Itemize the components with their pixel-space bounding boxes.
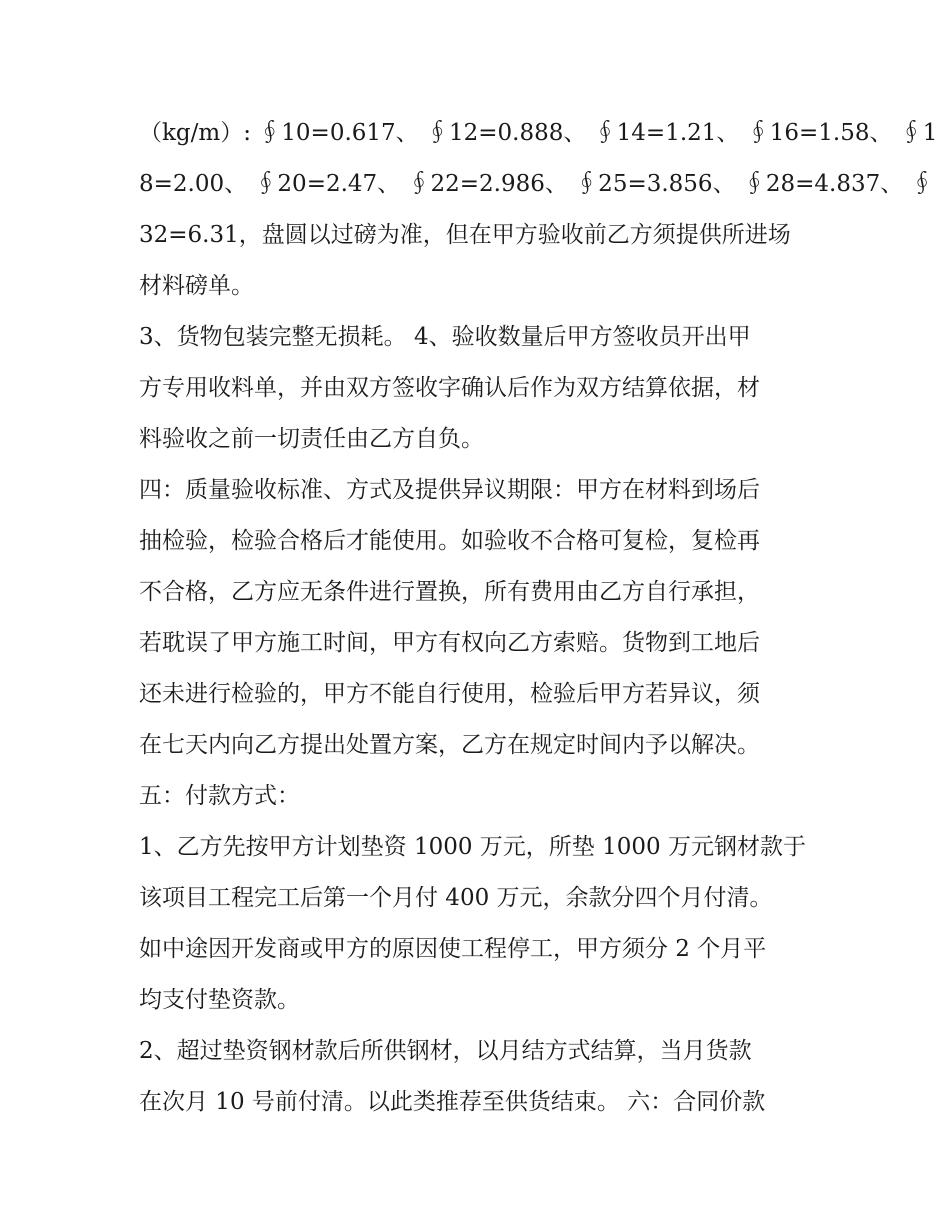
text-line-4: 材料磅单。 [139, 273, 254, 299]
text-line-19: 2、超过垫资钢材款后所供钢材，以月结方式结算，当月货款 [139, 1038, 752, 1064]
text-line-8: 四：质量验收标准、方式及提供异议期限：甲方在材料到场后 [139, 477, 760, 503]
text-line-17: 如中途因开发商或甲方的原因使工程停工，甲方须分 2 个月平 [139, 936, 767, 962]
text-line-3: 32=6.31，盘圆以过磅为准，但在甲方验收前乙方须提供所进场 [139, 222, 791, 248]
text-line-1: （kg/m）: ∮10=0.617、 ∮12=0.888、 ∮14=1.21、 ∮16=1.58、 ∮1 [139, 120, 938, 146]
text-line-20: 在次月 10 号前付清。以此类推荐至供货结束。 六：合同价款 [139, 1089, 766, 1115]
contract-text-body [139, 108, 938, 1128]
text-line-16: 该项目工程完工后第一个月付 400 万元，余款分四个月付清。 [139, 885, 773, 911]
text-line-14: 五：付款方式： [139, 783, 300, 809]
text-line-18: 均支付垫资款。 [139, 987, 300, 1013]
text-line-7: 料验收之前一切责任由乙方自负。 [139, 426, 484, 452]
text-line-13: 在七天内向乙方提出处置方案，乙方在规定时间内予以解决。 [139, 732, 760, 758]
text-line-2: 8=2.00、 ∮20=2.47、 ∮22=2.986、 ∮25=3.856、 ∮28=4.837、 ∮ [139, 171, 934, 197]
text-line-10: 不合格，乙方应无条件进行置换，所有费用由乙方自行承担， [139, 579, 760, 605]
text-line-15: 1、乙方先按甲方计划垫资 1000 万元，所垫 1000 万元钢材款于 [139, 834, 806, 860]
text-line-11: 若耽误了甲方施工时间，甲方有权向乙方索赔。货物到工地后 [139, 630, 760, 656]
text-line-5: 3、货物包装完整无损耗。 4、验收数量后甲方签收员开出甲 [139, 324, 751, 350]
text-line-9: 抽检验，检验合格后才能使用。如验收不合格可复检，复检再 [139, 528, 760, 554]
text-line-12: 还未进行检验的，甲方不能自行使用，检验后甲方若异议，须 [139, 681, 760, 707]
text-line-6: 方专用收料单，并由双方签收字确认后作为双方结算依据，材 [139, 375, 760, 401]
